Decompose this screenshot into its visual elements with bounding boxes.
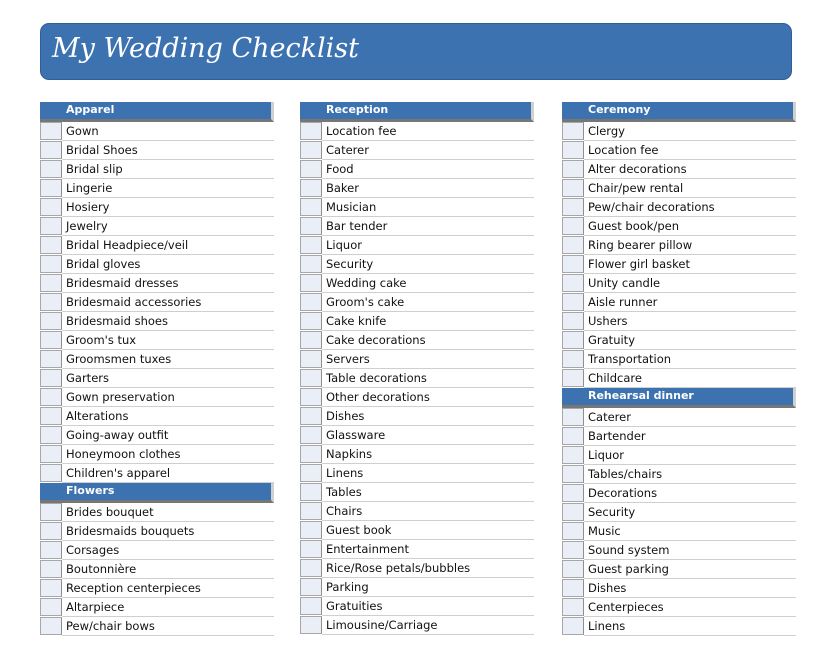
item-label: Altarpiece bbox=[66, 600, 125, 614]
checklist-item bbox=[300, 331, 534, 350]
checklist-item bbox=[40, 426, 274, 445]
item-label: Bridesmaid shoes bbox=[66, 314, 168, 328]
checkbox[interactable] bbox=[40, 179, 62, 197]
checklist-item bbox=[562, 255, 796, 274]
checklist-item bbox=[300, 502, 534, 521]
item-label: Gratuities bbox=[326, 599, 383, 613]
item-label: Garters bbox=[66, 371, 109, 385]
checkbox[interactable] bbox=[40, 141, 62, 159]
checklist-item bbox=[562, 560, 796, 579]
checkbox[interactable] bbox=[562, 122, 584, 140]
item-label: Reception centerpieces bbox=[66, 581, 201, 595]
checkbox[interactable] bbox=[562, 160, 584, 178]
item-label: Ushers bbox=[588, 314, 628, 328]
checklist-item bbox=[300, 255, 534, 274]
item-label: Other decorations bbox=[326, 390, 430, 404]
checkbox[interactable] bbox=[562, 579, 584, 597]
checklist-item bbox=[562, 484, 796, 503]
item-label: Glassware bbox=[326, 428, 386, 442]
section-header bbox=[40, 102, 274, 122]
checkbox[interactable] bbox=[300, 331, 322, 349]
checkbox[interactable] bbox=[300, 578, 322, 596]
checklist-item bbox=[40, 541, 274, 560]
item-label: Gratuity bbox=[588, 333, 635, 347]
checklist-item bbox=[40, 236, 274, 255]
checkbox[interactable] bbox=[562, 408, 584, 426]
section-header bbox=[562, 388, 796, 408]
checklist-item bbox=[300, 521, 534, 540]
checkbox[interactable] bbox=[300, 350, 322, 368]
checklist-item bbox=[300, 483, 534, 502]
checkbox[interactable] bbox=[300, 122, 322, 140]
checklist-item bbox=[562, 141, 796, 160]
checkbox[interactable] bbox=[562, 369, 584, 387]
checkbox[interactable] bbox=[300, 198, 322, 216]
checkbox[interactable] bbox=[562, 598, 584, 616]
checklist-item bbox=[300, 388, 534, 407]
item-label: Caterer bbox=[588, 410, 631, 424]
item-label: Bridesmaids bouquets bbox=[66, 524, 195, 538]
checkbox[interactable] bbox=[562, 179, 584, 197]
section-title: Reception bbox=[326, 103, 389, 116]
checklist-item bbox=[40, 388, 274, 407]
checklist-item bbox=[562, 293, 796, 312]
checkbox[interactable] bbox=[40, 198, 62, 216]
item-label: Rice/Rose petals/bubbles bbox=[326, 561, 471, 575]
checkbox[interactable] bbox=[300, 464, 322, 482]
checkbox[interactable] bbox=[562, 236, 584, 254]
checklist-item bbox=[40, 407, 274, 426]
item-label: Musician bbox=[326, 200, 377, 214]
checkbox[interactable] bbox=[40, 407, 62, 425]
checkbox[interactable] bbox=[40, 617, 62, 635]
checkbox[interactable] bbox=[562, 427, 584, 445]
item-label: Food bbox=[326, 162, 354, 176]
item-label: Tables/chairs bbox=[588, 467, 663, 481]
checkbox[interactable] bbox=[300, 521, 322, 539]
checklist-item bbox=[40, 522, 274, 541]
item-label: Napkins bbox=[326, 447, 373, 461]
checklist-item bbox=[300, 426, 534, 445]
checklist-item bbox=[40, 331, 274, 350]
section-header bbox=[562, 102, 796, 122]
checklist-item bbox=[562, 598, 796, 617]
checkbox[interactable] bbox=[300, 445, 322, 463]
checklist-item bbox=[300, 578, 534, 597]
checkbox[interactable] bbox=[40, 388, 62, 406]
item-label: Jewelry bbox=[66, 219, 108, 233]
checkbox[interactable] bbox=[40, 445, 62, 463]
item-label: Location fee bbox=[588, 143, 659, 157]
section-title: Rehearsal dinner bbox=[588, 389, 694, 402]
checklist-item bbox=[300, 445, 534, 464]
checkbox[interactable] bbox=[300, 293, 322, 311]
item-label: Boutonnière bbox=[66, 562, 137, 576]
checklist-item bbox=[300, 160, 534, 179]
checklist-item bbox=[40, 560, 274, 579]
title-banner bbox=[40, 23, 792, 80]
item-label: Corsages bbox=[66, 543, 120, 557]
checklist-item bbox=[40, 217, 274, 236]
item-label: Bar tender bbox=[326, 219, 388, 233]
checkbox[interactable] bbox=[300, 502, 322, 520]
checkbox[interactable] bbox=[40, 122, 62, 140]
section-title: Flowers bbox=[66, 484, 115, 497]
checklist-item bbox=[40, 255, 274, 274]
item-label: Chairs bbox=[326, 504, 363, 518]
checkbox[interactable] bbox=[300, 236, 322, 254]
checklist-item bbox=[40, 312, 274, 331]
checklist-item bbox=[562, 217, 796, 236]
checklist-item bbox=[562, 503, 796, 522]
checkbox[interactable] bbox=[562, 255, 584, 273]
checkbox[interactable] bbox=[300, 407, 322, 425]
item-label: Liquor bbox=[588, 448, 624, 462]
item-label: Cake knife bbox=[326, 314, 387, 328]
checkbox[interactable] bbox=[300, 274, 322, 292]
checkbox[interactable] bbox=[300, 369, 322, 387]
checkbox[interactable] bbox=[40, 236, 62, 254]
checklist-item bbox=[40, 274, 274, 293]
checkbox[interactable] bbox=[562, 217, 584, 235]
row-divider bbox=[322, 634, 534, 635]
checkbox[interactable] bbox=[40, 464, 62, 482]
item-label: Sound system bbox=[588, 543, 670, 557]
checkbox[interactable] bbox=[40, 522, 62, 540]
checkbox[interactable] bbox=[562, 293, 584, 311]
item-label: Guest parking bbox=[588, 562, 669, 576]
item-label: Baker bbox=[326, 181, 359, 195]
checkbox[interactable] bbox=[562, 198, 584, 216]
item-label: Ring bearer pillow bbox=[588, 238, 693, 252]
checkbox[interactable] bbox=[300, 312, 322, 330]
item-label: Security bbox=[588, 505, 636, 519]
item-label: Guest book bbox=[326, 523, 392, 537]
checklist-item bbox=[40, 464, 274, 483]
item-label: Limousine/Carriage bbox=[326, 618, 438, 632]
checkbox[interactable] bbox=[40, 293, 62, 311]
item-label: Pew/chair bows bbox=[66, 619, 155, 633]
checklist-item bbox=[562, 274, 796, 293]
section-header bbox=[300, 102, 534, 122]
checkbox[interactable] bbox=[300, 483, 322, 501]
section-title: Apparel bbox=[66, 103, 115, 116]
checkbox[interactable] bbox=[562, 617, 584, 635]
section-title: Ceremony bbox=[588, 103, 651, 116]
checklist-item bbox=[300, 141, 534, 160]
checklist-item bbox=[300, 407, 534, 426]
checklist-item bbox=[40, 369, 274, 388]
checkbox[interactable] bbox=[562, 446, 584, 464]
item-label: Linens bbox=[326, 466, 364, 480]
item-label: Table decorations bbox=[326, 371, 427, 385]
column-1 bbox=[40, 102, 274, 636]
checklist-item bbox=[40, 141, 274, 160]
checklist-item bbox=[300, 369, 534, 388]
section-header bbox=[40, 483, 274, 503]
checklist-item bbox=[562, 122, 796, 141]
checklist-item bbox=[40, 122, 274, 141]
checklist-item bbox=[300, 540, 534, 559]
item-label: Unity candle bbox=[588, 276, 661, 290]
item-label: Dishes bbox=[588, 581, 627, 595]
checkbox[interactable] bbox=[300, 597, 322, 615]
checklist-item bbox=[40, 160, 274, 179]
column-2 bbox=[300, 102, 534, 635]
page-title: My Wedding Checklist bbox=[52, 33, 359, 64]
checkbox[interactable] bbox=[40, 560, 62, 578]
checkbox[interactable] bbox=[40, 331, 62, 349]
checkbox[interactable] bbox=[40, 369, 62, 387]
item-label: Going-away outfit bbox=[66, 428, 169, 442]
checklist-item bbox=[40, 293, 274, 312]
checklist-item bbox=[562, 179, 796, 198]
checkbox[interactable] bbox=[562, 541, 584, 559]
checklist-item bbox=[40, 350, 274, 369]
checkbox[interactable] bbox=[40, 274, 62, 292]
checklist-item bbox=[300, 559, 534, 578]
checkbox[interactable] bbox=[300, 160, 322, 178]
checkbox[interactable] bbox=[40, 541, 62, 559]
item-label: Cake decorations bbox=[326, 333, 426, 347]
checkbox[interactable] bbox=[300, 179, 322, 197]
item-label: Bridesmaid accessories bbox=[66, 295, 202, 309]
checklist-item bbox=[40, 445, 274, 464]
checklist-item bbox=[562, 579, 796, 598]
item-label: Transportation bbox=[588, 352, 672, 366]
item-label: Parking bbox=[326, 580, 369, 594]
column-3 bbox=[562, 102, 796, 636]
checklist-item bbox=[562, 427, 796, 446]
checkbox[interactable] bbox=[40, 598, 62, 616]
checkbox[interactable] bbox=[562, 141, 584, 159]
checklist-item bbox=[300, 236, 534, 255]
item-label: Alter decorations bbox=[588, 162, 687, 176]
checklist-item bbox=[40, 579, 274, 598]
checkbox[interactable] bbox=[40, 426, 62, 444]
checklist-item bbox=[562, 522, 796, 541]
checklist-item bbox=[40, 198, 274, 217]
checkbox[interactable] bbox=[300, 559, 322, 577]
checklist-item bbox=[300, 217, 534, 236]
item-label: Gown preservation bbox=[66, 390, 175, 404]
checkbox[interactable] bbox=[40, 312, 62, 330]
item-label: Security bbox=[326, 257, 374, 271]
checkbox[interactable] bbox=[40, 350, 62, 368]
checkbox[interactable] bbox=[300, 616, 322, 634]
item-label: Brides bouquet bbox=[66, 505, 154, 519]
item-label: Bridal Shoes bbox=[66, 143, 138, 157]
item-label: Centerpieces bbox=[588, 600, 664, 614]
item-label: Aisle runner bbox=[588, 295, 658, 309]
checkbox[interactable] bbox=[40, 217, 62, 235]
checklist-item bbox=[562, 331, 796, 350]
row-divider bbox=[62, 635, 274, 636]
checklist-item bbox=[40, 179, 274, 198]
item-label: Guest book/pen bbox=[588, 219, 680, 233]
checklist-item bbox=[562, 369, 796, 388]
item-label: Pew/chair decorations bbox=[588, 200, 715, 214]
checkbox[interactable] bbox=[300, 540, 322, 558]
item-label: Dishes bbox=[326, 409, 365, 423]
checklist-item bbox=[562, 312, 796, 331]
item-label: Groom's cake bbox=[326, 295, 405, 309]
checkbox[interactable] bbox=[562, 465, 584, 483]
checkbox[interactable] bbox=[300, 255, 322, 273]
checklist-item bbox=[300, 122, 534, 141]
item-label: Bridal slip bbox=[66, 162, 123, 176]
item-label: Hosiery bbox=[66, 200, 110, 214]
checkbox[interactable] bbox=[40, 579, 62, 597]
checklist-item bbox=[562, 236, 796, 255]
item-label: Gown bbox=[66, 124, 99, 138]
checkbox[interactable] bbox=[300, 217, 322, 235]
item-label: Bridesmaid dresses bbox=[66, 276, 179, 290]
item-label: Groomsmen tuxes bbox=[66, 352, 172, 366]
item-label: Flower girl basket bbox=[588, 257, 690, 271]
checkbox[interactable] bbox=[562, 560, 584, 578]
checkbox[interactable] bbox=[562, 274, 584, 292]
item-label: Bridal Headpiece/veil bbox=[66, 238, 189, 252]
checklist-item bbox=[562, 465, 796, 484]
item-label: Childcare bbox=[588, 371, 642, 385]
item-label: Location fee bbox=[326, 124, 397, 138]
item-label: Entertainment bbox=[326, 542, 409, 556]
checkbox[interactable] bbox=[300, 426, 322, 444]
checkbox[interactable] bbox=[40, 503, 62, 521]
checklist-item bbox=[40, 503, 274, 522]
row-divider bbox=[584, 635, 796, 636]
checkbox[interactable] bbox=[562, 522, 584, 540]
item-label: Music bbox=[588, 524, 621, 538]
checklist-item bbox=[300, 274, 534, 293]
checklist-item bbox=[300, 597, 534, 616]
checklist-item bbox=[300, 464, 534, 483]
checklist-item bbox=[40, 617, 274, 636]
item-label: Liquor bbox=[326, 238, 362, 252]
checkbox[interactable] bbox=[562, 350, 584, 368]
checklist-item bbox=[300, 179, 534, 198]
item-label: Bridal gloves bbox=[66, 257, 141, 271]
item-label: Children's apparel bbox=[66, 466, 171, 480]
checkbox[interactable] bbox=[562, 312, 584, 330]
checklist-item bbox=[562, 408, 796, 427]
checklist-item bbox=[562, 160, 796, 179]
item-label: Alterations bbox=[66, 409, 129, 423]
checklist-item bbox=[562, 446, 796, 465]
checkbox[interactable] bbox=[562, 503, 584, 521]
item-label: Linens bbox=[588, 619, 626, 633]
checkbox[interactable] bbox=[300, 388, 322, 406]
item-label: Decorations bbox=[588, 486, 658, 500]
item-label: Tables bbox=[326, 485, 362, 499]
item-label: Servers bbox=[326, 352, 370, 366]
item-label: Groom's tux bbox=[66, 333, 137, 347]
checklist-item bbox=[300, 293, 534, 312]
checklist-item bbox=[300, 616, 534, 635]
checklist-item bbox=[562, 198, 796, 217]
item-label: Clergy bbox=[588, 124, 625, 138]
item-label: Lingerie bbox=[66, 181, 113, 195]
checklist-item bbox=[562, 350, 796, 369]
checkbox[interactable] bbox=[562, 484, 584, 502]
checklist-item bbox=[40, 598, 274, 617]
item-label: Chair/pew rental bbox=[588, 181, 684, 195]
checkbox[interactable] bbox=[40, 255, 62, 273]
checklist-item bbox=[300, 350, 534, 369]
checklist-item bbox=[300, 198, 534, 217]
checklist-item bbox=[562, 617, 796, 636]
checklist-item bbox=[300, 312, 534, 331]
checklist-item bbox=[562, 541, 796, 560]
item-label: Honeymoon clothes bbox=[66, 447, 181, 461]
item-label: Caterer bbox=[326, 143, 369, 157]
checkbox[interactable] bbox=[300, 141, 322, 159]
item-label: Bartender bbox=[588, 429, 646, 443]
item-label: Wedding cake bbox=[326, 276, 407, 290]
checkbox[interactable] bbox=[562, 331, 584, 349]
checkbox[interactable] bbox=[40, 160, 62, 178]
